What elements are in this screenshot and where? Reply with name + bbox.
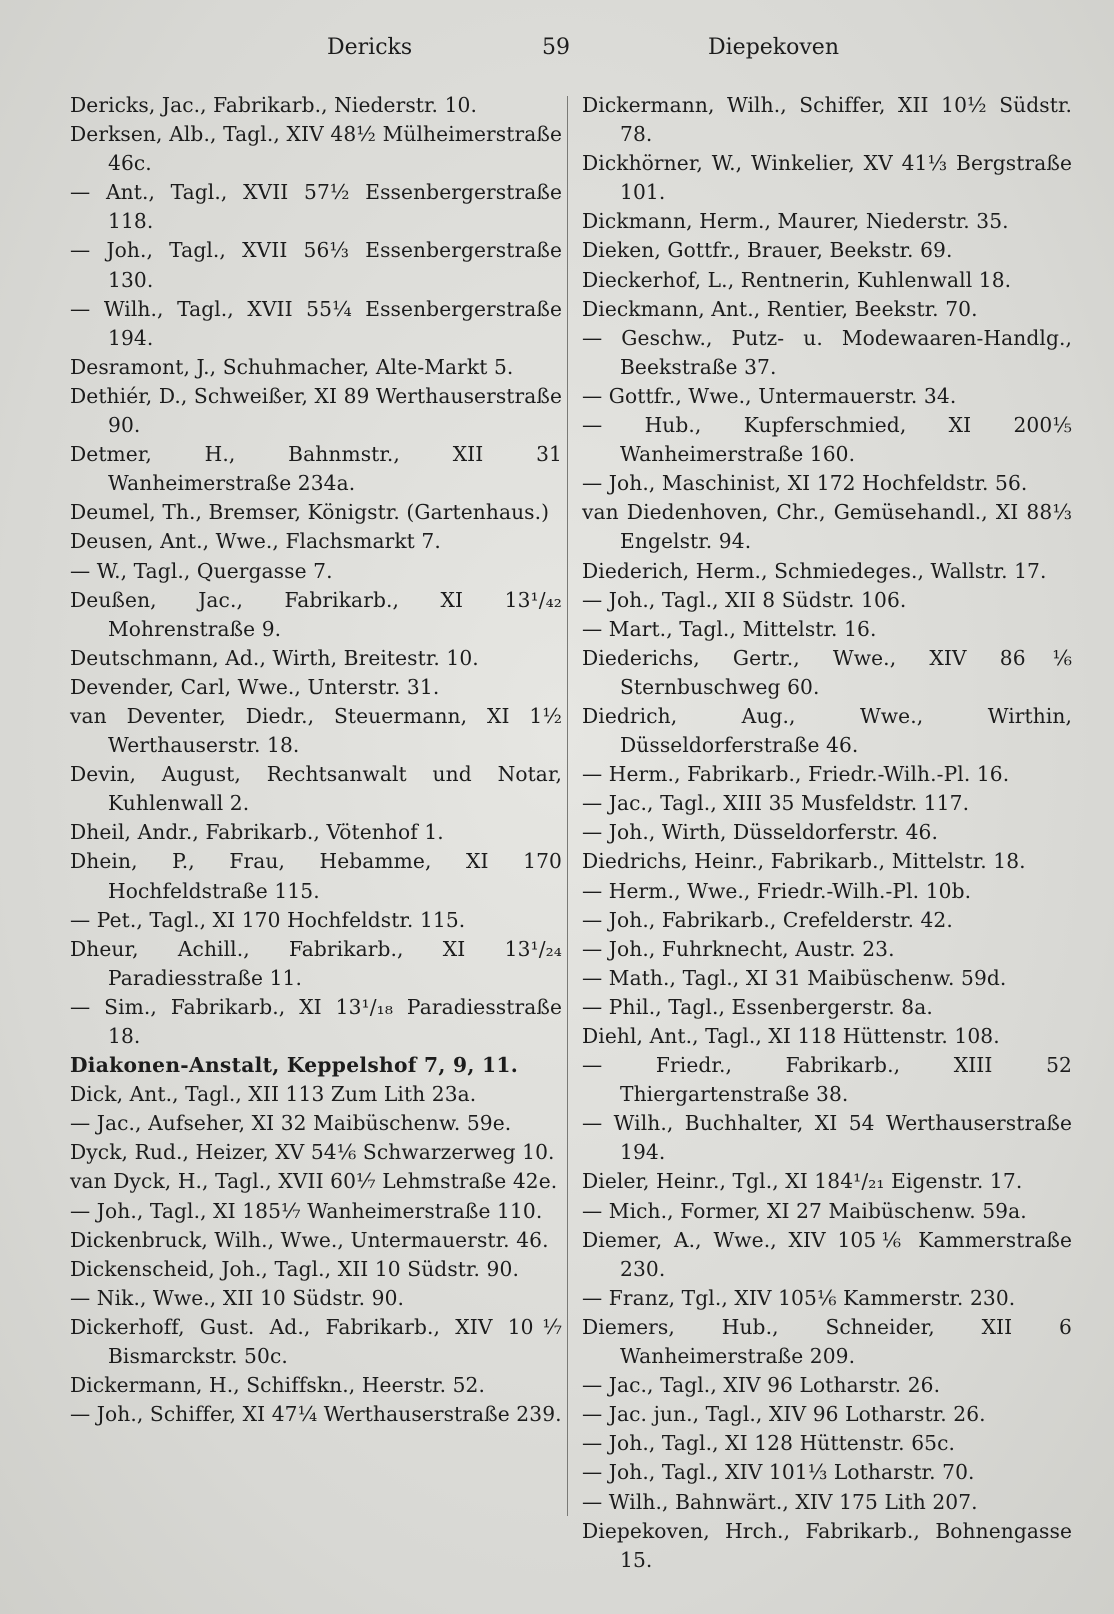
directory-entry: — Wilh., Buchhalter, XI 54 Werthauserstraße 194. [582, 1111, 1072, 1165]
directory-entry: Diederichs, Gertr., Wwe., XIV 86⅙ Sternbuschweg 60. [582, 645, 1072, 699]
directory-entry: Dickerhoff, Gust. Ad., Fabrikarb., XIV 10⅐ Bismarckstr. 50c. [70, 1314, 562, 1369]
directory-entry: — Herm., Fabrikarb., Friedr.-Wilh.-Pl. 16. [582, 762, 1010, 787]
directory-entry: — Joh., Schiffer, XI 47¼ Werthauserstraße 239. [70, 1402, 562, 1427]
directory-entry: — Joh., Tagl., XI 185⅐ Wanheimerstraße 110. [70, 1198, 543, 1223]
directory-entry: — Gottfr., Wwe., Untermauerstr. 34. [582, 383, 957, 408]
directory-entry: Deusen, Ant., Wwe., Flachsmarkt 7. [70, 529, 441, 554]
directory-entry: — Jac., Tagl., XIII 35 Musfeldstr. 117. [582, 791, 970, 816]
header-right-catchword: Diepekoven [708, 35, 839, 60]
directory-entry: Diedrichs, Heinr., Fabrikarb., Mittelstr. 18. [582, 849, 1026, 874]
directory-entry: — Nik., Wwe., XII 10 Südstr. 90. [70, 1285, 405, 1310]
directory-entry: Desramont, J., Schuhmacher, Alte-Markt 5. [70, 354, 514, 379]
directory-entry: Dick, Ant., Tagl., XII 113 Zum Lith 23a. [70, 1082, 477, 1107]
directory-entry: Diedrich, Aug., Wwe., Wirthin, Düsseldorferstraße 46. [582, 703, 1072, 758]
directory-entry: — Wilh., Tagl., XVII 55¼ Essenbergerstraße 194. [70, 296, 562, 350]
directory-entry: — Jac. jun., Tagl., XIV 96 Lotharstr. 26. [582, 1402, 986, 1427]
directory-entry: Dethiér, D., Schweißer, XI 89 Werthauserstraße 90. [70, 383, 563, 438]
directory-entry: Dieler, Heinr., Tgl., XI 184¹/₂₁ Eigenstr. 17. [582, 1169, 1023, 1194]
directory-entry: — Math., Tagl., XI 31 Maibüschenw. 59d. [582, 965, 1007, 990]
running-head [0, 28, 1114, 68]
directory-entry: Dheil, Andr., Fabrikarb., Vötenhof 1. [70, 820, 444, 845]
directory-entry: — Wilh., Bahnwärt., XIV 175 Lith 207. [582, 1489, 978, 1514]
directory-entry: Dickenbruck, Wilh., Wwe., Untermauerstr. 46. [70, 1227, 549, 1252]
directory-entry: Diehl, Ant., Tagl., XI 118 Hüttenstr. 108. [582, 1024, 1000, 1048]
directory-entry: Diepekoven, Hrch., Fabrikarb., Bohnengasse 15. [582, 1518, 1072, 1572]
directory-entry: — Hub., Kupferschmied, XI 200⅕ Wanheimerstraße 160. [582, 413, 1072, 467]
directory-entry: Devin, August, Rechtsanwalt und Notar, Kuhlenwall 2. [70, 762, 562, 816]
directory-entry: Detmer, H., Bahnmstr., XII 31 Wanheimerstraße 234a. [70, 442, 562, 496]
directory-entry: Diemer, A., Wwe., XIV 105⅙ Kammerstraße 230. [582, 1227, 1072, 1281]
directory-entry: — Franz, Tgl., XIV 105⅙ Kammerstr. 230. [582, 1285, 1016, 1310]
directory-entry: Diederich, Herm., Schmiedeges., Wallstr. 17. [582, 558, 1047, 583]
column-divider [567, 96, 568, 1516]
directory-entry: — Phil., Tagl., Essenbergerstr. 8a. [582, 994, 933, 1019]
directory-entry: van Deventer, Diedr., Steuermann, XI 1½ Werthauserstr. 18. [70, 703, 562, 758]
directory-entry: — Mart., Tagl., Mittelstr. 16. [582, 616, 877, 641]
directory-entry: Dyck, Rud., Heizer, XV 54⅙ Schwarzerweg 10. [70, 1140, 555, 1165]
directory-entry: Dieckmann, Ant., Rentier, Beekstr. 70. [582, 296, 978, 321]
directory-entry: Devender, Carl, Wwe., Unterstr. 31. [70, 674, 440, 699]
directory-entry: — Joh., Wirth, Düsseldorferstr. 46. [582, 820, 939, 845]
directory-entry: — Herm., Wwe., Friedr.-Wilh.-Pl. 10b. [582, 878, 972, 903]
directory-entry: Dickermann, Wilh., Schiffer, XII 10½ Südstr. 78. [582, 93, 1072, 147]
directory-entry: van Dyck, H., Tagl., XVII 60⅐ Lehmstraße 42e. [70, 1169, 558, 1194]
directory-entry: Dickenscheid, Joh., Tagl., XII 10 Südstr. 90. [70, 1256, 519, 1281]
directory-entry: van Diedenhoven, Chr., Gemüsehandl., XI 88⅓ Engelstr. 94. [582, 500, 1072, 554]
directory-entry: — Pet., Tagl., XI 170 Hochfeldstr. 115. [70, 907, 466, 932]
directory-entry: — Mich., Former, XI 27 Maibüschenw. 59a. [582, 1198, 1027, 1223]
page-number: 59 [542, 35, 570, 60]
directory-entry: — Ant., Tagl., XVII 57½ Essenbergerstraße 118. [70, 180, 562, 234]
directory-entry: — Joh., Tagl., XII 8 Südstr. 106. [582, 587, 907, 612]
directory-entry: Dickmann, Herm., Maurer, Niederstr. 35. [582, 209, 1009, 234]
directory-entry: Dieken, Gottfr., Brauer, Beekstr. 69. [582, 238, 953, 263]
directory-entry: Diemers, Hub., Schneider, XII 6 Wanheimerstraße 209. [582, 1314, 1072, 1369]
directory-entry: Dieckerhof, L., Rentnerin, Kuhlenwall 18. [582, 267, 1012, 292]
directory-entry: Dheur, Achill., Fabrikarb., XI 13¹/₂₄ Paradiesstraße 11. [70, 936, 562, 990]
directory-entry: Dhein, P., Frau, Hebamme, XI 170 Hochfeldstraße 115. [70, 849, 562, 903]
directory-entry: Dericks, Jac., Fabrikarb., Niederstr. 10. [70, 93, 477, 117]
directory-entry: Dickermann, H., Schiffskn., Heerstr. 52. [70, 1373, 486, 1398]
directory-entry: — Joh., Fuhrknecht, Austr. 23. [582, 936, 895, 961]
left-column [70, 91, 562, 1429]
directory-entry: — Friedr., Fabrikarb., XIII 52 Thiergartenstraße 38. [582, 1053, 1072, 1107]
directory-entry: — Joh., Tagl., XIV 101⅓ Lotharstr. 70. [582, 1460, 975, 1485]
directory-entry: — Jac., Aufseher, XI 32 Maibüschenw. 59e. [70, 1111, 512, 1136]
directory-entry: Deußen, Jac., Fabrikarb., XI 13¹/₄₂ Mohrenstraße 9. [70, 587, 562, 641]
directory-entry: — Geschw., Putz- u. Modewaaren-Handlg., Beekstraße 37. [582, 325, 1072, 379]
directory-entry: — Jac., Tagl., XIV 96 Lotharstr. 26. [582, 1373, 941, 1398]
directory-entry: — Joh., Tagl., XI 128 Hüttenstr. 65c. [582, 1431, 956, 1456]
right-column [582, 91, 1072, 1575]
directory-entry: Derksen, Alb., Tagl., XIV 48½ Mülheimerstraße 46c. [70, 122, 562, 176]
directory-entry: — W., Tagl., Quergasse 7. [70, 558, 333, 583]
directory-entry: Dickhörner, W., Winkelier, XV 41⅓ Bergstraße 101. [582, 151, 1072, 205]
header-left-catchword: Dericks [327, 35, 413, 60]
directory-entry: Deutschmann, Ad., Wirth, Breitestr. 10. [70, 645, 479, 670]
directory-entry: — Joh., Fabrikarb., Crefelderstr. 42. [582, 907, 953, 932]
directory-entry: — Joh., Tagl., XVII 56⅓ Essenbergerstraße 130. [70, 238, 562, 292]
directory-entry: Deumel, Th., Bremser, Königstr. (Gartenhaus.) [70, 500, 550, 525]
directory-entry: — Joh., Maschinist, XI 172 Hochfeldstr. 56. [582, 471, 1028, 496]
directory-entry: — Sim., Fabrikarb., XI 13¹/₁₈ Paradiesstraße 18. [70, 994, 562, 1048]
directory-entry: Diakonen-Anstalt, Keppelshof 7, 9, 11. [70, 1053, 519, 1078]
